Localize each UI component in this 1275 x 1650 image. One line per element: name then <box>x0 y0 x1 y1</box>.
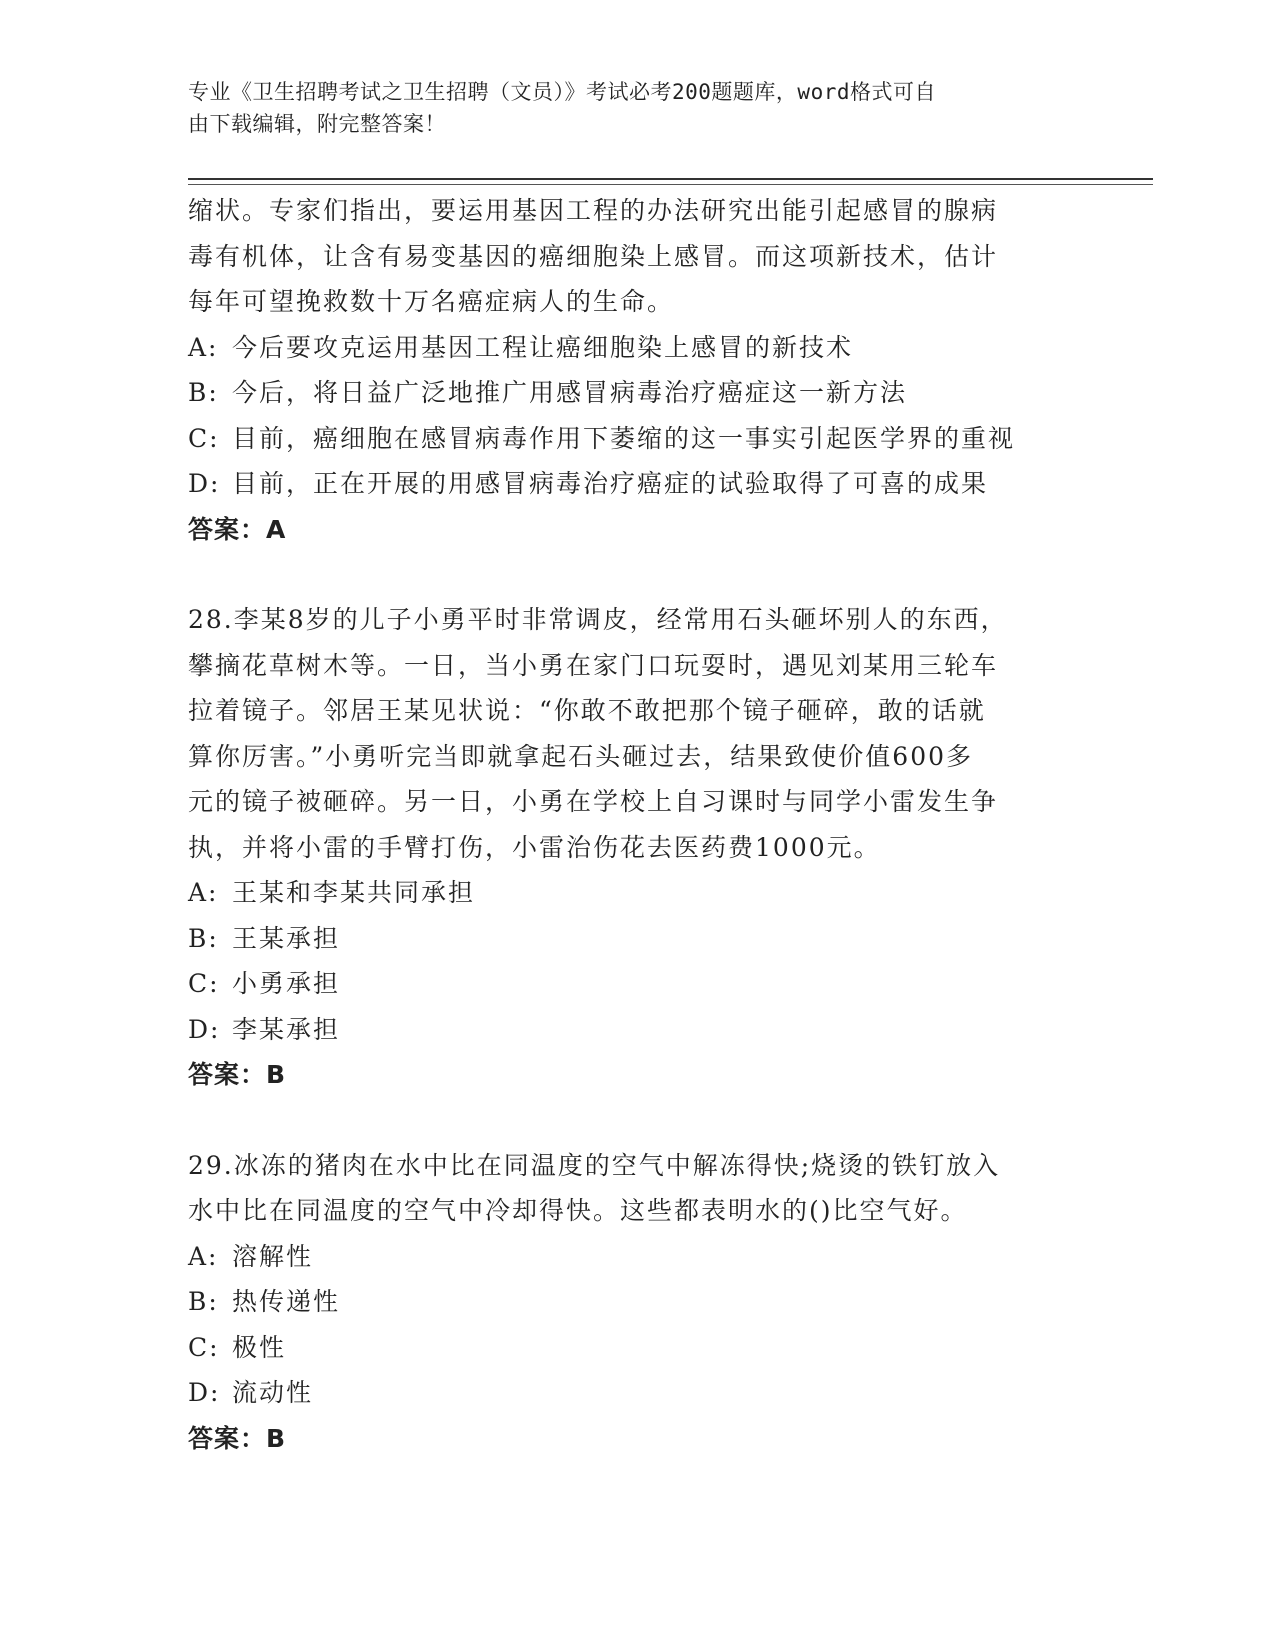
option-key: A: <box>188 1241 219 1271</box>
option-b <box>188 1279 1068 1325</box>
document-header <box>188 76 1068 140</box>
question-28 <box>188 597 1068 1098</box>
option-b <box>188 916 1068 962</box>
option-d <box>188 1370 1068 1416</box>
option-text: 今后要攻克运用基因工程让癌细胞染上感冒的新技术 <box>232 332 854 362</box>
option-key: D: <box>188 1014 221 1044</box>
option-key: A: <box>188 878 219 907</box>
question-text-line: 攀摘花草树木等。一日，当小勇在家门口玩耍时，遇见刘某用三轮车 <box>188 650 999 680</box>
option-key: B: <box>188 378 219 407</box>
option-text: 今后，将日益广泛地推广用感冒病毒治疗癌症这一新方法 <box>232 378 908 407</box>
option-text: 热传递性 <box>232 1287 341 1316</box>
question-text-line: 缩状。专家们指出，要运用基因工程的办法研究出能引起感冒的腺病 <box>188 196 999 225</box>
option-key: C: <box>188 969 220 998</box>
option-key: B: <box>188 923 219 953</box>
question-text-line: 28.李某8岁的儿子小勇平时非常调皮，经常用石头砸坏别人的东西， <box>188 605 1008 634</box>
question-text-line: 元的镜子被砸碎。另一日，小勇在学校上自习课时与同学小雷发生争 <box>188 787 999 816</box>
question-text-line: 执，并将小雷的手臂打伤，小雷治伤花去医药费1000元。 <box>188 832 881 862</box>
option-a <box>188 325 1068 371</box>
option-key: A: <box>188 332 219 362</box>
question-text-line: 毒有机体，让含有易变基因的癌细胞染上感冒。而这项新技术，估计 <box>188 241 999 271</box>
question-27 <box>188 188 1068 552</box>
option-text: 小勇承担 <box>232 969 341 998</box>
option-text: 李某承担 <box>232 1014 341 1044</box>
header-line-2: 由下载编辑，附完整答案！ <box>188 112 446 136</box>
option-a <box>188 870 1068 916</box>
question-text-line: 拉着镜子。邻居王某见状说：“你敢不敢把那个镜子砸碎，敢的话就 <box>188 696 986 725</box>
header-divider-thin <box>188 184 1153 185</box>
option-text: 王某承担 <box>232 923 341 953</box>
question-text-line: 水中比在同温度的空气中冷却得快。这些都表明水的()比空气好。 <box>188 1196 968 1225</box>
question-29 <box>188 1143 1068 1462</box>
header-divider-thick <box>188 178 1153 180</box>
option-c <box>188 416 1068 462</box>
answer-line: 答案：B <box>188 1423 287 1453</box>
option-key: D: <box>188 1378 221 1407</box>
option-d <box>188 1007 1068 1053</box>
option-key: B: <box>188 1287 219 1316</box>
option-text: 目前，正在开展的用感冒病毒治疗癌症的试验取得了可喜的成果 <box>232 469 989 498</box>
answer-line: 答案：B <box>188 1060 287 1089</box>
spacer <box>188 1098 1068 1143</box>
answer-line: 答案：A <box>188 514 287 544</box>
option-text: 极性 <box>232 1332 287 1362</box>
option-key: D: <box>188 469 221 498</box>
option-text: 溶解性 <box>232 1241 314 1271</box>
option-d <box>188 461 1068 507</box>
header-line-1: 专业《卫生招聘考试之卫生招聘（文员）》考试必考200题题库，word格式可自 <box>188 80 936 104</box>
spacer <box>188 552 1068 597</box>
question-text-line: 29.冰冻的猪肉在水中比在同温度的空气中解冻得快;烧烫的铁钉放入 <box>188 1150 1001 1180</box>
option-text: 流动性 <box>232 1378 314 1407</box>
option-text: 目前，癌细胞在感冒病毒作用下萎缩的这一事实引起医学界的重视 <box>232 423 1016 453</box>
option-b <box>188 370 1068 416</box>
document-body <box>188 188 1068 1461</box>
question-text-line: 每年可望挽救数十万名癌症病人的生命。 <box>188 287 675 316</box>
option-key: C: <box>188 423 220 453</box>
option-a <box>188 1234 1068 1280</box>
option-text: 王某和李某共同承担 <box>232 878 476 907</box>
option-c <box>188 961 1068 1007</box>
question-text-line: 算你厉害。”小勇听完当即就拿起石头砸过去，结果致使价值600多 <box>188 741 974 771</box>
option-key: C: <box>188 1332 220 1362</box>
option-c <box>188 1325 1068 1371</box>
